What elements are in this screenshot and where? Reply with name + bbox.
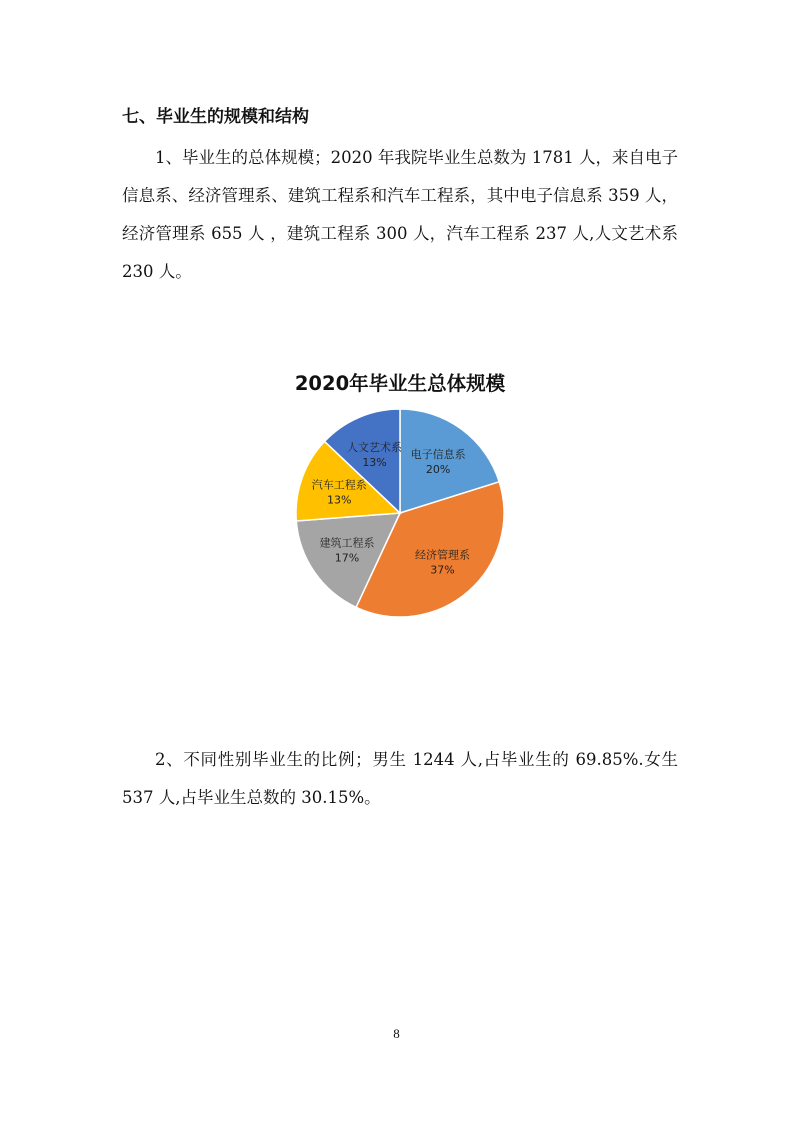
slice-category-label: 电子信息系	[410, 448, 466, 462]
slice-category-label: 经济管理系	[415, 548, 471, 562]
slice-percent-label: 17%	[334, 551, 360, 565]
paragraph-graduate-scale: 1、毕业生的总体规模；2020 年我院毕业生总数为 1781 人，来自电子信息系、经济管理系、建筑工程系和汽车工程系，其中电子信息系 359 人，经济管理系 655 人 ，建筑工程系 300 人，汽车工程系 237 人,人文艺术系 230 人。	[122, 148, 678, 281]
slice-percent-label: 13%	[327, 493, 352, 507]
slice-percent-label: 13%	[362, 455, 387, 469]
page-number: 8	[393, 1026, 400, 1041]
chart-title: 2020年毕业生总体规模	[294, 372, 506, 395]
section-heading: 七、毕业生的规模和结构	[122, 107, 309, 127]
slice-percent-label: 20%	[425, 463, 451, 477]
slice-category-label: 汽车工程系	[311, 478, 367, 492]
pie-chart-svg	[200, 360, 600, 640]
pie-chart	[200, 360, 600, 640]
slice-percent-label: 37%	[430, 563, 455, 577]
slice-category-label: 建筑工程系	[319, 536, 375, 550]
slice-category-label: 人文艺术系	[347, 440, 403, 454]
paragraph-gender-ratio: 2、不同性别毕业生的比例；男生 1244 人,占毕业生的 69.85%.女生 537 人,占毕业生总数的 30.15%。	[122, 750, 678, 807]
